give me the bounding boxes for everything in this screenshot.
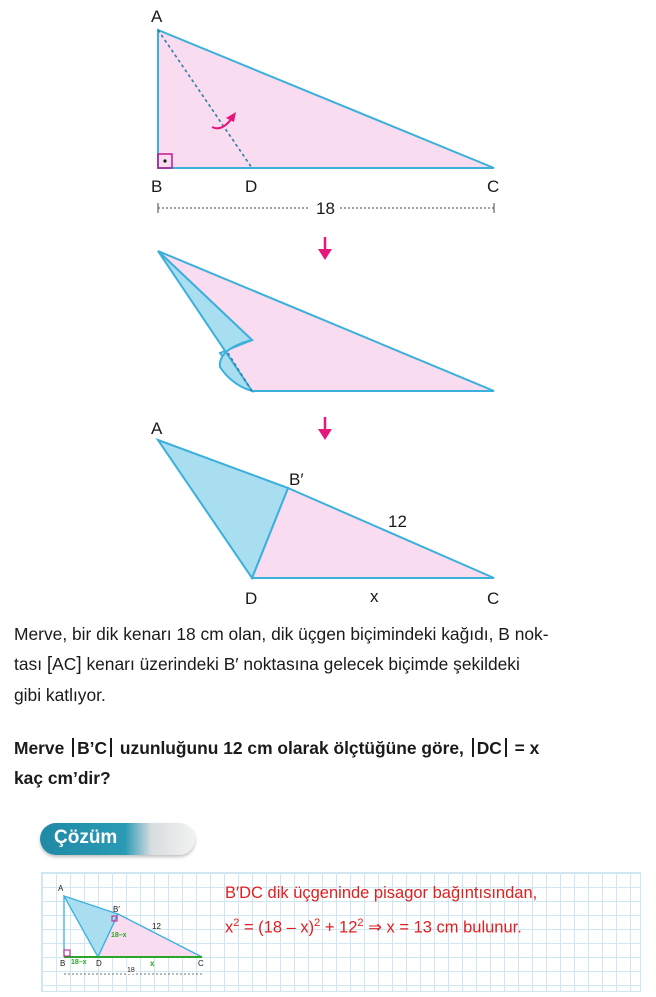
abs-bar	[110, 738, 112, 757]
mini-label-x: x	[150, 959, 155, 968]
solution-line-1: B′DC dik üçgeninde pisagor bağıntısından,	[225, 884, 538, 902]
question	[14, 733, 646, 793]
label-b: B	[151, 177, 163, 196]
triangle-abc	[158, 30, 494, 168]
label-a: A	[151, 7, 163, 26]
label-c-folded: C	[487, 589, 500, 608]
problem-line-1: Merve, bir dik kenarı 18 cm olan, dik üçgen biçimindeki kağıdı, B nok-	[14, 624, 549, 644]
question-line-1	[14, 733, 646, 763]
triangle-figure-original	[0, 0, 656, 230]
mini-label-c: C	[198, 959, 204, 968]
right-angle-dot	[163, 159, 166, 162]
triangle-figure-folded	[0, 430, 656, 590]
bracket-open: [	[46, 654, 53, 675]
solution-badge-label: Çözüm	[54, 827, 118, 848]
eq-sup-2: 2	[314, 917, 321, 929]
eq-term-1: = (18 – x)	[239, 918, 315, 937]
abs-bar	[72, 738, 74, 757]
problem-line-2-pre: tası	[14, 654, 47, 674]
abs-bar	[505, 738, 507, 757]
mini-label-18: 18	[127, 967, 135, 974]
label-d-folded: D	[245, 589, 258, 608]
eq-term-2: + 12	[320, 918, 358, 937]
problem-statement	[14, 619, 646, 710]
label-x: x	[370, 587, 379, 606]
mini-label-b-prime: B′	[113, 905, 120, 914]
solution-badge	[40, 823, 195, 855]
triangle-figure-folding	[0, 245, 656, 405]
mini-label-12: 12	[152, 922, 161, 931]
abs-bar	[472, 738, 474, 757]
eq-sup-1: 2	[233, 917, 240, 929]
segment-dc: DC	[476, 738, 502, 758]
mini-label-b: B	[60, 959, 66, 968]
mini-label-d: D	[96, 959, 102, 968]
mini-label-a: A	[58, 884, 64, 893]
eq-result: ⇒ x = 13 cm bulunur.	[363, 918, 522, 937]
mini-label-db: 18–x	[111, 932, 127, 939]
question-line-2: kaç cm’dir?	[14, 768, 111, 788]
label-a-folded: A	[151, 419, 163, 438]
label-base-18: 18	[316, 199, 335, 218]
triangle-db-c	[252, 488, 494, 578]
problem-line-3: gibi katlıyor.	[14, 685, 106, 705]
question-pre: Merve	[14, 738, 70, 758]
mini-label-bd: 18–x	[71, 959, 87, 966]
eq-x: x	[225, 918, 234, 937]
question-mid: uzunluğunu 12 cm olarak ölçtüğüne göre,	[115, 738, 469, 758]
label-c: C	[487, 177, 500, 196]
label-b-prime: B′	[289, 470, 304, 489]
bracket-close: ]	[76, 654, 82, 675]
label-d: D	[245, 177, 258, 196]
problem-line-2	[14, 649, 646, 680]
segment-ac: AC	[52, 654, 77, 674]
label-side-12: 12	[388, 512, 407, 531]
solution-text	[225, 878, 625, 943]
problem-line-2-post: kenarı üzerindeki B′ noktasına gelecek biçimde şekildeki	[81, 654, 520, 674]
solution-equation	[225, 908, 625, 943]
eq-sup-3: 2	[357, 917, 364, 929]
segment-bc: B’C	[77, 738, 108, 758]
question-eq: = x	[509, 738, 540, 758]
